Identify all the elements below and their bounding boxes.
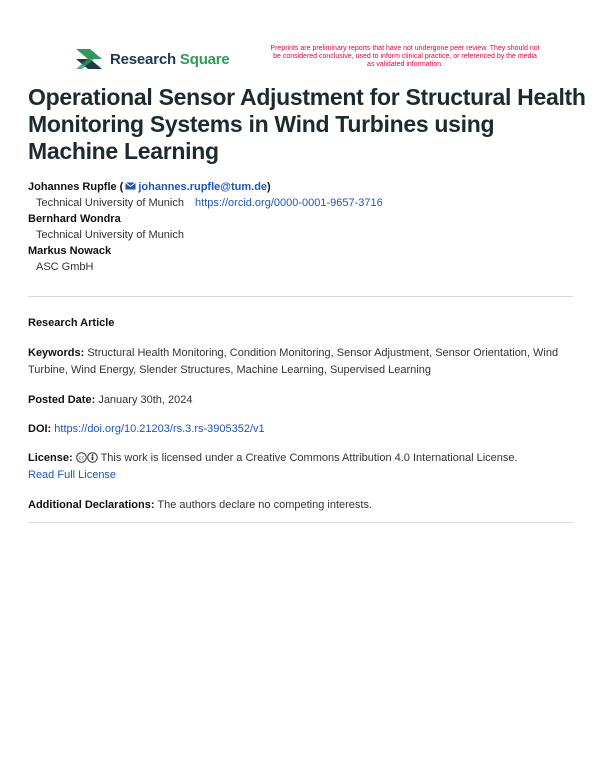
author-name: Johannes Rupfle ( johannes.rupfle@tum.de) — [28, 181, 271, 193]
additional-declarations — [28, 497, 573, 514]
affiliation-text: Technical University of Munich — [36, 197, 184, 209]
author-name: Markus Nowack — [28, 245, 112, 257]
author-email-link[interactable]: johannes.rupfle@tum.de — [138, 181, 268, 193]
article-type — [28, 315, 573, 332]
author-list — [28, 180, 588, 276]
keywords — [28, 345, 573, 379]
declarations-label: Additional Declarations: — [28, 499, 155, 511]
research-square-logo[interactable] — [74, 47, 230, 71]
logo-text — [110, 51, 230, 68]
license-label: License: — [28, 452, 73, 464]
attribution-icon — [87, 452, 98, 463]
read-full-license-link[interactable]: Read Full License — [28, 469, 117, 481]
author-affiliation: Technical University of Munich — [36, 229, 184, 241]
posted-date — [28, 392, 573, 409]
divider — [28, 522, 573, 523]
declarations-value: The authors declare no competing interests. — [157, 499, 373, 511]
research-square-logo-icon — [74, 47, 104, 71]
author-affiliation: ASC GmbH — [36, 261, 94, 273]
envelope-icon — [125, 182, 136, 190]
creative-commons-icon — [76, 452, 87, 463]
posted-date-label: Posted Date: — [28, 394, 96, 406]
header — [0, 0, 600, 80]
preprint-disclaimer: Preprints are preliminary reports that have not undergone peer review. They should not be considered conclusive, used to inform clinical practice, or referenced by the media as validated information. — [270, 45, 540, 68]
author-name: Bernhard Wondra — [28, 213, 121, 225]
divider — [28, 296, 573, 297]
orcid-link[interactable]: https://orcid.org/0000-0001-9657-3716 — [195, 197, 383, 209]
article-type-label: Research Article — [28, 317, 115, 329]
doi — [28, 421, 573, 438]
license-text: This work is licensed under a Creative Commons Attribution 4.0 International License. — [100, 452, 518, 464]
svg-text:cc: cc — [78, 455, 84, 462]
keywords-label: Keywords: — [28, 347, 85, 359]
keywords-value: Structural Health Monitoring, Condition Monitoring, Sensor Adjustment, Sensor Orientation, Wind Turbine, Wind Energy, Slender Structures, Machine Learning, Supervised Learning — [28, 347, 559, 376]
logo-text-square: Square — [179, 50, 230, 68]
license — [28, 450, 573, 484]
doi-link[interactable]: https://doi.org/10.21203/rs.3.rs-3905352/v1 — [54, 423, 265, 435]
author-affiliation — [28, 195, 588, 212]
author-name-text: Johannes Rupfle — [28, 181, 117, 193]
doi-label: DOI: — [28, 423, 52, 435]
paper-title: Operational Sensor Adjustment for Structural Health Monitoring Systems in Wind Turbines using Machine Learning — [28, 84, 586, 164]
logo-text-research: Research — [110, 50, 176, 68]
posted-date-value: January 30th, 2024 — [98, 394, 193, 406]
